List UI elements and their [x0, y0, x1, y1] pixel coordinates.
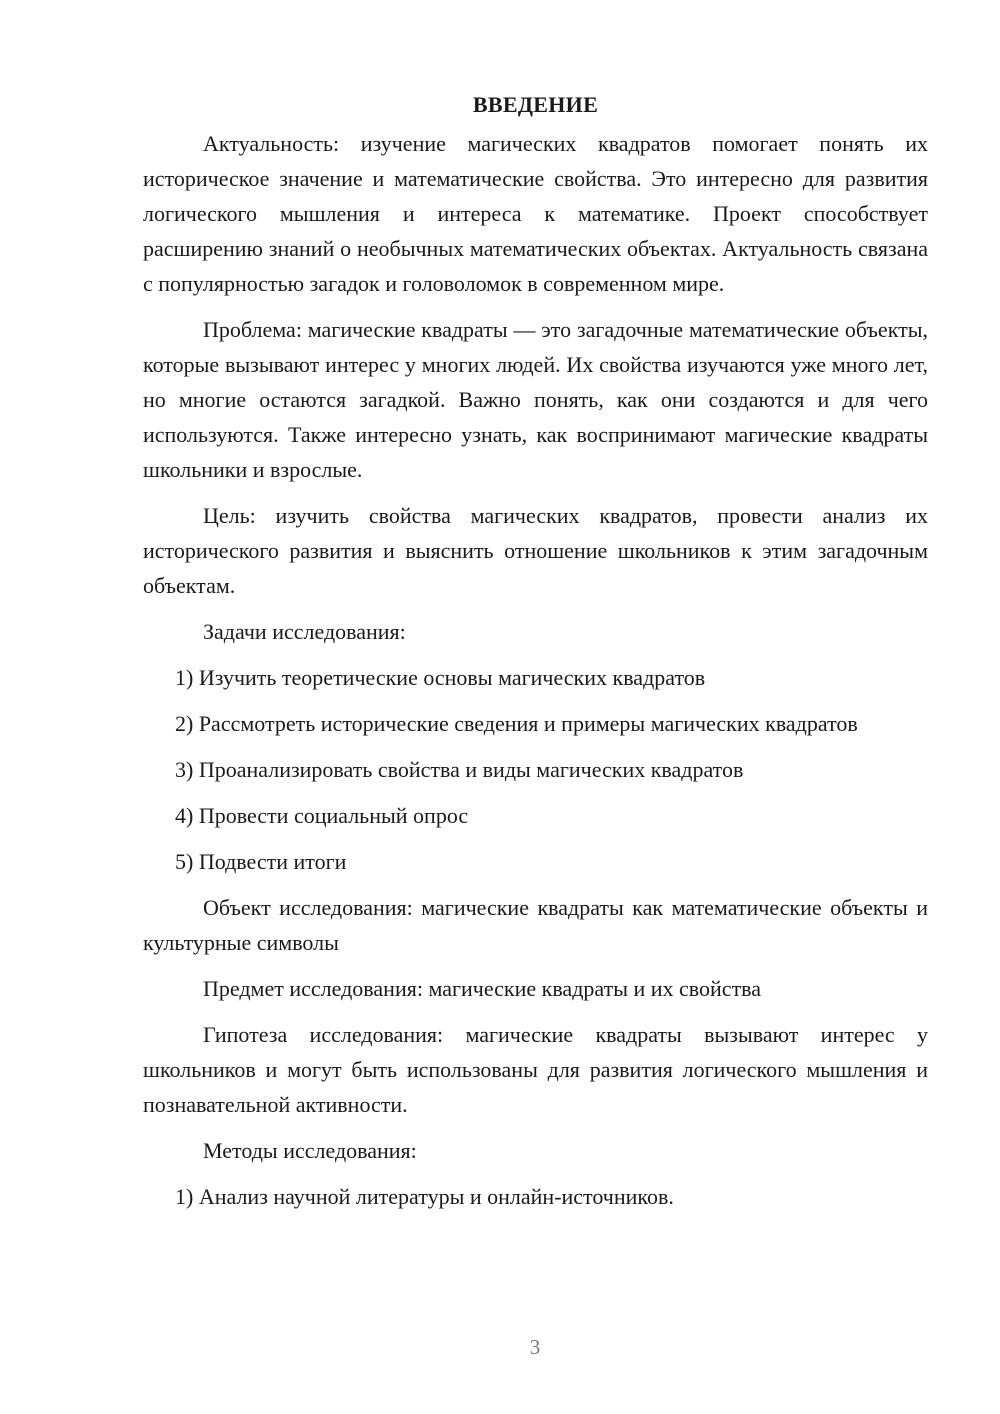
- section-title: ВВЕДЕНИЕ: [472, 92, 599, 117]
- task-item: 5) Подвести итоги: [175, 849, 347, 874]
- page-number: 3: [529, 1335, 541, 1359]
- paragraph-relevance: Актуальность: изучение магических квадратов помогает понять их историческое значение и математические свойства. Это интересно для развития логического мышления и интереса к математике. Проект способствует расширению знаний о необычных математических объектах. Актуальность связана с популярностью загадок и головоломок в современном мире.: [143, 131, 928, 296]
- task-item: 2) Рассмотреть исторические сведения и примеры магических квадратов: [175, 711, 858, 736]
- method-item: 1) Анализ научной литературы и онлайн-источников.: [175, 1184, 674, 1209]
- document-page: [143, 92, 928, 1214]
- task-item: 1) Изучить теоретические основы магических квадратов: [175, 665, 706, 690]
- paragraph-hypothesis: Гипотеза исследования: магические квадраты вызывают интерес у школьников и могут быть использованы для развития логического мышления и познавательной активности.: [143, 1022, 928, 1117]
- paragraph-goal: Цель: изучить свойства магических квадратов, провести анализ их исторического развития и выяснить отношение школьников к этим загадочным объектам.: [143, 503, 928, 598]
- task-item: 3) Проанализировать свойства и виды магических квадратов: [175, 757, 744, 782]
- paragraph-problem: Проблема: магические квадраты — это загадочные математические объекты, которые вызывают интерес у многих людей. Их свойства изучаются уже много лет, но многие остаются загадкой. Важно понять, как они создаются и для чего используются. Также интересно узнать, как воспринимают магические квадраты школьники и взрослые.: [143, 317, 928, 482]
- paragraph-object: Объект исследования: магические квадраты как математические объекты и культурные символы: [143, 895, 928, 955]
- paragraph-subject: Предмет исследования: магические квадраты и их свойства: [203, 976, 762, 1001]
- task-item: 4) Провести социальный опрос: [175, 803, 469, 828]
- tasks-heading: Задачи исследования:: [203, 619, 406, 644]
- methods-heading: Методы исследования:: [203, 1138, 417, 1163]
